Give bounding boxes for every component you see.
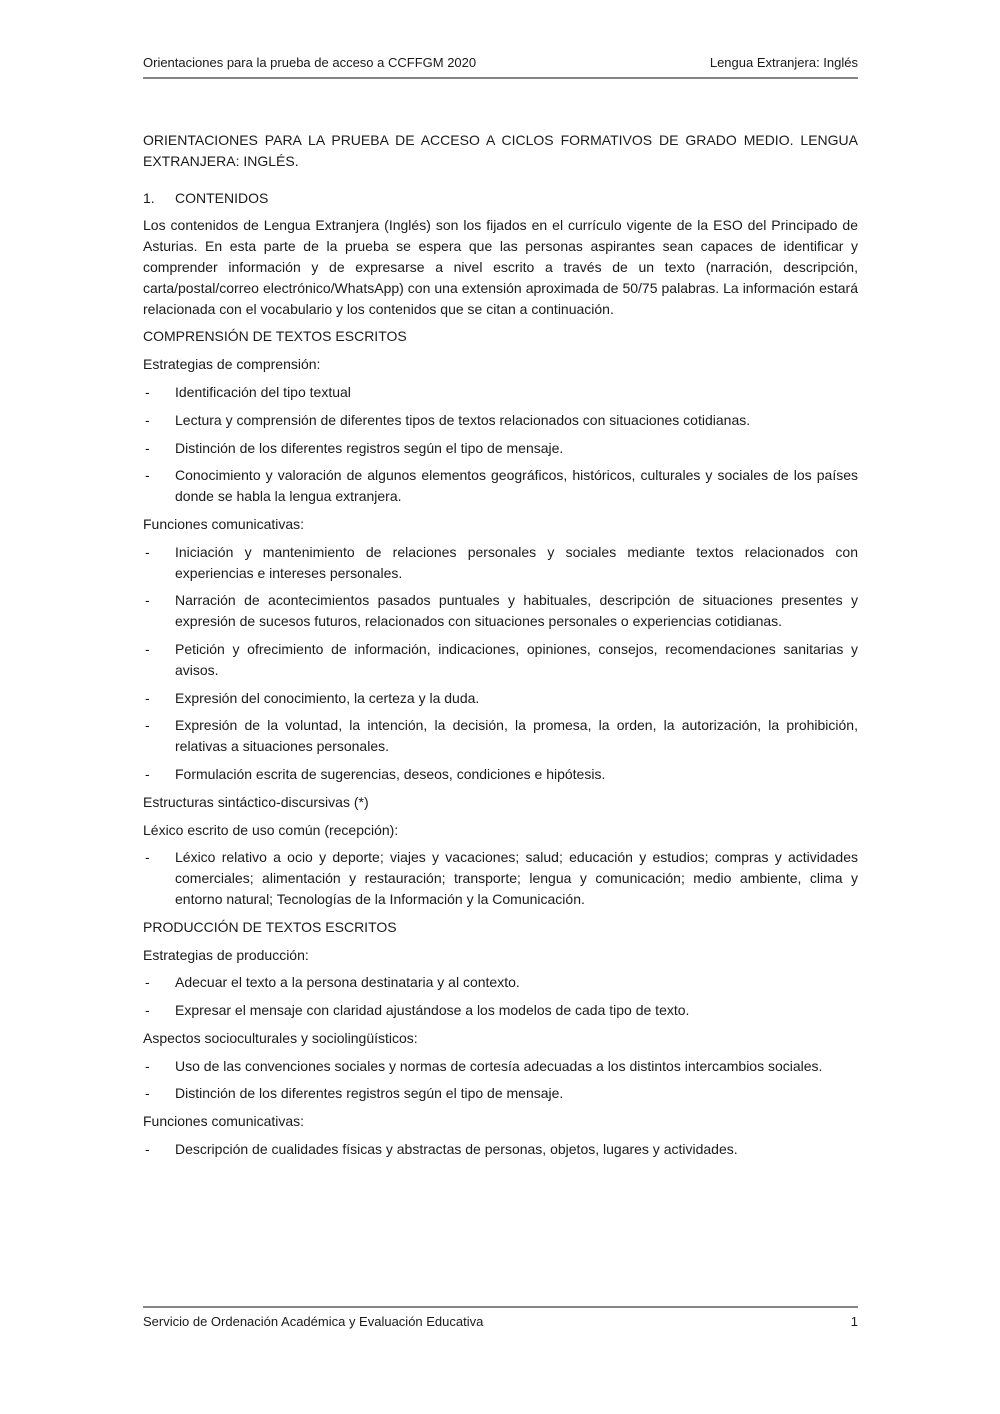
bullet-marker: - — [145, 1141, 150, 1158]
list-item-text: Léxico relativo a ocio y deporte; viajes y vacaciones; salud; educación y estudios; compras y actividades comerciales; alimentación y restauración; transporte; lengua y comunicación; medio ambiente, clima y entorno natural; Tecnologías de la Información y la Comunicación. — [175, 849, 858, 907]
list-item — [143, 542, 858, 584]
intro-paragraph: Los contenidos de Lengua Extranjera (Inglés) son los fijados en el currículo vigente de la ESO del Principado de Asturias. En esta parte de la prueba se espera que las personas aspirantes sean capaces de identificar y comprender información y de expresarse a nivel escrito a través de un texto (narración, descripción, carta/postal/correo electrónico/WhatsApp) con una extensión aproximada de 50/75 palabras. La información estará relacionada con el vocabulario y los contenidos que se citan a continuación. — [143, 217, 858, 317]
bullet-marker: - — [145, 543, 150, 560]
document-content — [143, 130, 858, 1167]
list-item — [143, 764, 858, 785]
list-item-text: Narración de acontecimientos pasados puntuales y habituales, descripción de situaciones presentes y expresión de sucesos futuros, relacionados con situaciones personales o experiencias cotidianas. — [175, 592, 858, 630]
list-item-text: Descripción de cualidades físicas y abstractas de personas, objetos, lugares y actividades. — [175, 1141, 738, 1158]
bullet-marker: - — [145, 849, 150, 866]
bullet-marker: - — [145, 383, 150, 400]
list-item-text: Iniciación y mantenimiento de relaciones personales y sociales mediante textos relacionados con experiencias e intereses personales. — [175, 543, 858, 581]
page-footer — [143, 1306, 858, 1330]
content-blocks — [143, 326, 858, 1160]
footer-left-text: Servicio de Ordenación Académica y Evaluación Educativa — [143, 1314, 484, 1329]
page-header — [143, 55, 858, 79]
section-heading — [143, 188, 858, 209]
list-item — [143, 438, 858, 459]
list-item — [143, 688, 858, 709]
bullet-marker: - — [145, 411, 150, 428]
subsection-heading: PRODUCCIÓN DE TEXTOS ESCRITOS — [143, 918, 397, 935]
list-item-text: Conocimiento y valoración de algunos elementos geográficos, históricos, culturales y sociales de los países donde se habla la lengua extranjera. — [175, 467, 858, 505]
list-item-text: Adecuar el texto a la persona destinataria y al contexto. — [175, 974, 520, 991]
list-item-text: Expresar el mensaje con claridad ajustándose a los modelos de cada tipo de texto. — [175, 1002, 690, 1019]
bullet-marker: - — [145, 439, 150, 456]
bullet-marker: - — [145, 1085, 150, 1102]
group-label: Funciones comunicativas: — [143, 515, 305, 532]
list-item-text: Identificación del tipo textual — [175, 383, 351, 400]
document-title: ORIENTACIONES PARA LA PRUEBA DE ACCESO A CICLOS FORMATIVOS DE GRADO MEDIO. LENGUA EXTRANJERA: INGLÉS. — [143, 132, 858, 169]
list-item — [143, 847, 858, 909]
list-item-text: Distinción de los diferentes registros según el tipo de mensaje. — [175, 1085, 564, 1102]
footer-page-number: 1 — [850, 1314, 858, 1329]
bullet-marker: - — [145, 1002, 150, 1019]
bullet-marker: - — [145, 689, 150, 706]
list-item — [143, 1083, 858, 1104]
list-item — [143, 1000, 858, 1021]
list-item-text: Expresión de la voluntad, la intención, la decisión, la promesa, la orden, la autorización, la prohibición, relativas a situaciones personales. — [175, 717, 858, 755]
list-item-text: Expresión del conocimiento, la certeza y la duda. — [175, 689, 480, 706]
subsection-heading: COMPRENSIÓN DE TEXTOS ESCRITOS — [143, 328, 407, 345]
list-item — [143, 465, 858, 507]
list-item-text: Distinción de los diferentes registros según el tipo de mensaje. — [175, 439, 564, 456]
list-item-text: Formulación escrita de sugerencias, deseos, condiciones e hipótesis. — [175, 765, 606, 782]
bullet-marker: - — [145, 640, 150, 657]
header-left-text: Orientaciones para la prueba de acceso a CCFFGM 2020 — [143, 55, 477, 70]
list-item — [143, 715, 858, 757]
bullet-marker: - — [145, 592, 150, 609]
section-heading-text: CONTENIDOS — [175, 189, 269, 206]
group-label: Estrategias de producción: — [143, 946, 309, 963]
list-item — [143, 639, 858, 681]
group-label: Funciones comunicativas: — [143, 1113, 305, 1130]
section-number: 1. — [143, 189, 155, 206]
group-label: Estructuras sintáctico-discursivas (*) — [143, 793, 369, 810]
list-item — [143, 1056, 858, 1077]
bullet-marker: - — [145, 765, 150, 782]
list-item-text: Lectura y comprensión de diferentes tipos de textos relacionados con situaciones cotidianas. — [175, 411, 751, 428]
bullet-marker: - — [145, 1057, 150, 1074]
group-label: Aspectos socioculturales y sociolingüísticos: — [143, 1029, 418, 1046]
list-item — [143, 590, 858, 632]
list-item-text: Uso de las convenciones sociales y normas de cortesía adecuadas a los distintos intercambios sociales. — [175, 1057, 823, 1074]
list-item — [143, 382, 858, 403]
list-item — [143, 410, 858, 431]
bullet-marker: - — [145, 974, 150, 991]
header-right-text: Lengua Extranjera: Inglés — [709, 55, 858, 70]
list-item — [143, 972, 858, 993]
list-item — [143, 1139, 858, 1160]
group-label: Estrategias de comprensión: — [143, 356, 321, 373]
group-label: Léxico escrito de uso común (recepción): — [143, 821, 399, 838]
list-item-text: Petición y ofrecimiento de información, indicaciones, opiniones, consejos, recomendaciones sanitarias y avisos. — [175, 640, 858, 678]
bullet-marker: - — [145, 467, 150, 484]
bullet-marker: - — [145, 717, 150, 734]
